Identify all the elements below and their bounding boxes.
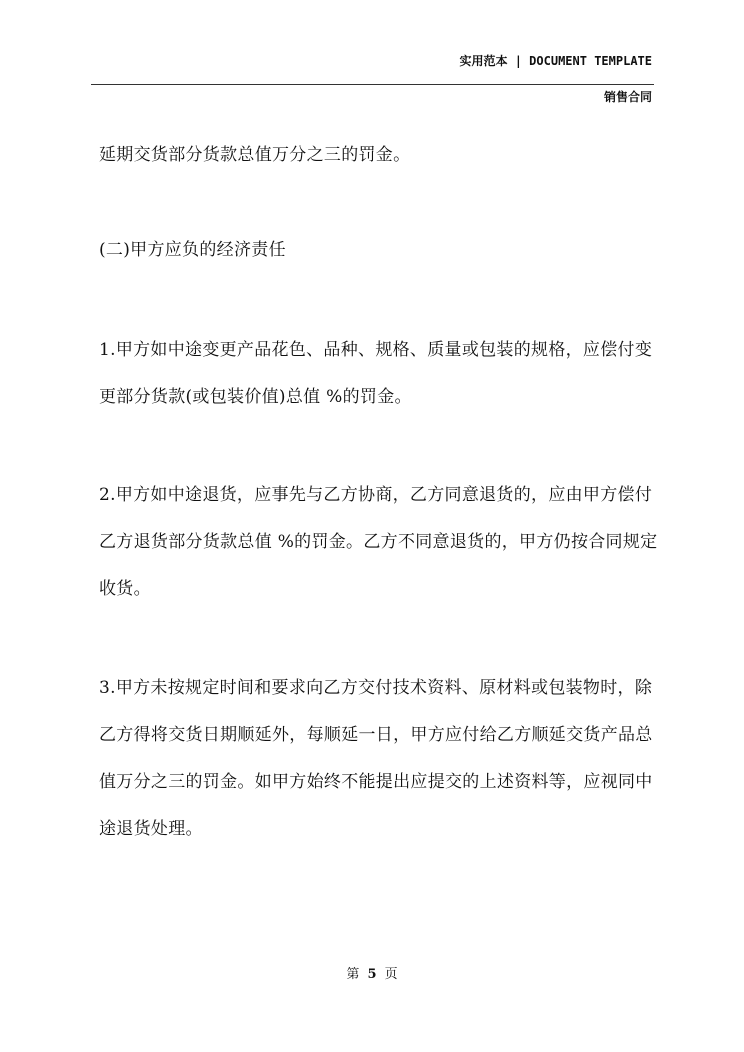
page-footer bbox=[0, 963, 744, 982]
paragraph-clause-1: 1.甲方如中途变更产品花色、品种、规格、质量或包装的规格，应偿付变更部分货款(或包装价值)总值 %的罚金。 bbox=[99, 340, 653, 407]
paragraph-clause-2: 2.甲方如中途退货，应事先与乙方协商，乙方同意退货的，应由甲方偿付乙方退货部分货款总值 %的罚金。乙方不同意退货的，甲方仍按合同规定收货。 bbox=[99, 485, 658, 599]
page-number: 5 bbox=[367, 967, 377, 982]
page-number-suffix: 页 bbox=[384, 967, 398, 982]
paragraph-clause-3: 3.甲方未按规定时间和要求向乙方交付技术资料、原材料或包装物时，除乙方得将交货日期顺延外，每顺延一日，甲方应付给乙方顺延交货产品总值万分之三的罚金。如甲方始终不能提出应提交的上述资料等，应视同中途退货处理。 bbox=[99, 678, 653, 839]
document-header-title: 实用范本 | DOCUMENT TEMPLATE bbox=[459, 54, 652, 68]
paragraph-penalty-continuation: 延期交货部分货款总值万分之三的罚金。 bbox=[99, 145, 411, 165]
header-divider bbox=[91, 84, 654, 85]
page-number-prefix: 第 bbox=[346, 967, 360, 982]
document-category: 销售合同 bbox=[603, 90, 652, 104]
section-heading-party-a-liability: (二)甲方应负的经济责任 bbox=[99, 240, 286, 260]
